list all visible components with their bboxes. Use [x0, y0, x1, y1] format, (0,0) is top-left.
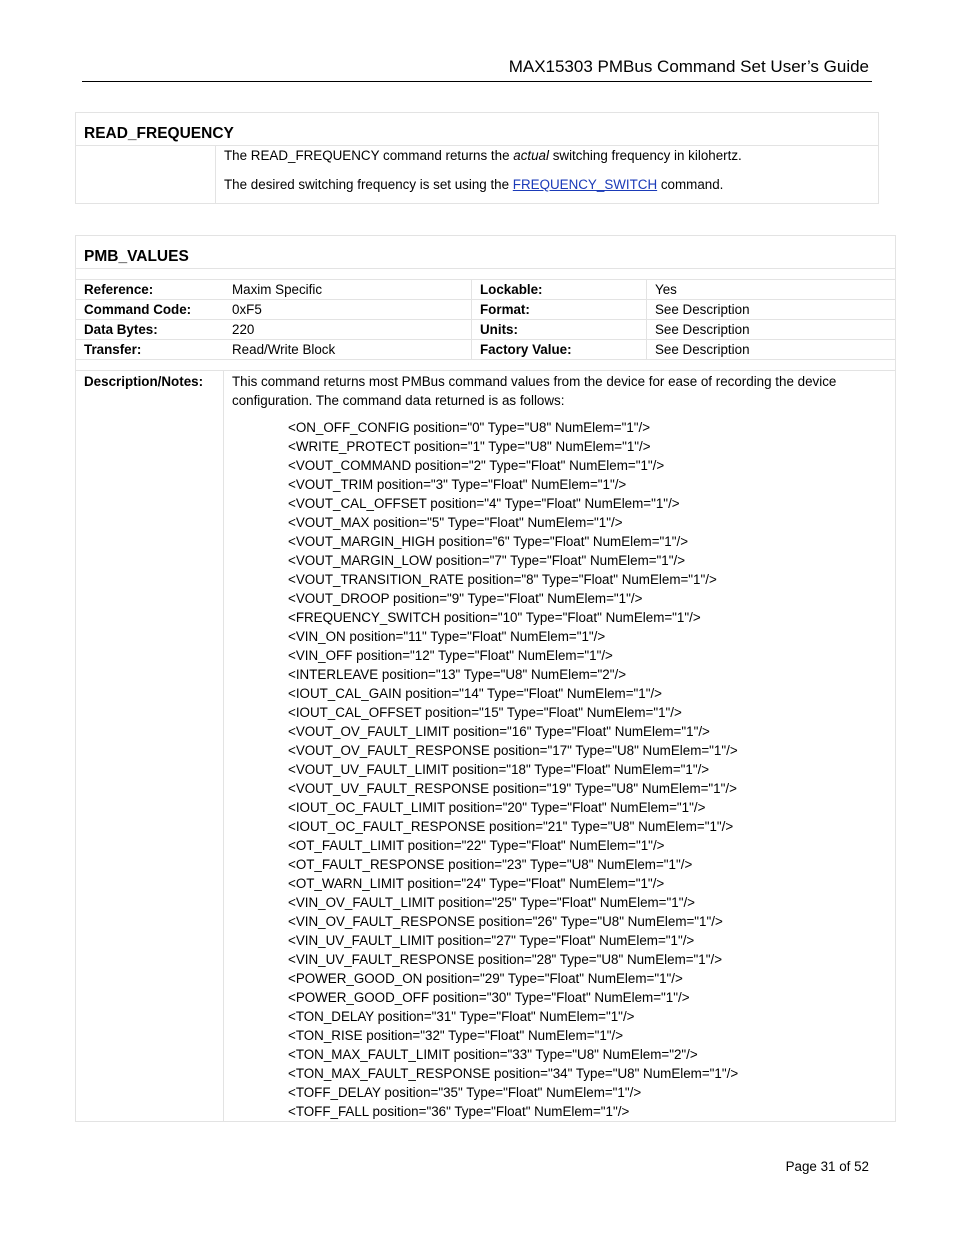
description-intro: This command returns most PMBus command values from the device for ease of recording the device configuration. The command data returned is as follows: [232, 374, 837, 408]
units-label: Units: [472, 320, 647, 340]
command-list [232, 418, 889, 1121]
list-item: <FREQUENCY_SWITCH position="10" Type="Float" NumElem="1"/> [288, 610, 701, 625]
list-item: <VIN_OFF position="12" Type="Float" NumElem="1"/> [288, 648, 613, 663]
reference-label: Reference: [76, 280, 224, 300]
read-frequency-label-cell [76, 146, 216, 204]
read-frequency-body [76, 146, 878, 204]
read-frequency-paragraph-1 [224, 147, 870, 165]
emphasis-actual: actual [513, 148, 549, 163]
list-item: <VOUT_TRANSITION_RATE position="8" Type="Float" NumElem="1"/> [288, 572, 717, 587]
list-item: <VOUT_TRIM position="3" Type="Float" NumElem="1"/> [288, 477, 627, 492]
list-item: <OT_WARN_LIMIT position="24" Type="Float" NumElem="1"/> [288, 876, 665, 891]
page-number: Page 31 of 52 [785, 1159, 869, 1174]
list-item: <WRITE_PROTECT position="1" Type="U8" NumElem="1"/> [288, 439, 651, 454]
lockable-value: Yes [647, 280, 896, 300]
list-item: <VIN_OV_FAULT_RESPONSE position="26" Type="U8" NumElem="1"/> [288, 914, 723, 929]
read-frequency-paragraph-2 [224, 176, 870, 194]
list-item: <VOUT_CAL_OFFSET position="4" Type="Float" NumElem="1"/> [288, 496, 680, 511]
section-spacer [76, 360, 895, 371]
document-header-title: MAX15303 PMBus Command Set User’s Guide [508, 57, 869, 76]
text-run: The desired switching frequency is set using the [224, 177, 513, 192]
table-row [76, 300, 895, 320]
command-code-value: 0xF5 [224, 300, 472, 320]
text-run: switching frequency in kilohertz. [548, 148, 742, 163]
list-item: <POWER_GOOD_OFF position="30" Type="Float" NumElem="1"/> [288, 990, 690, 1005]
reference-value: Maxim Specific [224, 280, 472, 300]
units-value: See Description [647, 320, 896, 340]
frequency-switch-link[interactable]: FREQUENCY_SWITCH [512, 177, 658, 192]
list-item: <VOUT_MARGIN_LOW position="7" Type="Float" NumElem="1"/> [288, 553, 686, 568]
factory-value-label: Factory Value: [472, 340, 647, 360]
list-item: <TOFF_FALL position="36" Type="Float" NumElem="1"/> [288, 1104, 630, 1119]
description-body [224, 371, 895, 1121]
list-item: <OT_FAULT_LIMIT position="22" Type="Float" NumElem="1"/> [288, 838, 665, 853]
format-label: Format: [472, 300, 647, 320]
table-row [76, 320, 895, 340]
list-item: <IOUT_OC_FAULT_RESPONSE position="21" Type="U8" NumElem="1"/> [288, 819, 734, 834]
list-item: <VOUT_DROOP position="9" Type="Float" NumElem="1"/> [288, 591, 643, 606]
list-item: <OT_FAULT_RESPONSE position="23" Type="U8" NumElem="1"/> [288, 857, 693, 872]
command-code-label: Command Code: [76, 300, 224, 320]
list-item: <VIN_UV_FAULT_RESPONSE position="28" Type="U8" NumElem="1"/> [288, 952, 723, 967]
text-run: The READ_FREQUENCY command returns the [224, 148, 514, 163]
list-item: <VIN_OV_FAULT_LIMIT position="25" Type="Float" NumElem="1"/> [288, 895, 696, 910]
list-item: <IOUT_OC_FAULT_LIMIT position="20" Type="Float" NumElem="1"/> [288, 800, 706, 815]
transfer-value: Read/Write Block [224, 340, 472, 360]
list-item: <VOUT_MARGIN_HIGH position="6" Type="Float" NumElem="1"/> [288, 534, 689, 549]
data-bytes-label: Data Bytes: [76, 320, 224, 340]
list-item: <VOUT_COMMAND position="2" Type="Float" NumElem="1"/> [288, 458, 665, 473]
text-run: command. [657, 177, 724, 192]
list-item: <VIN_ON position="11" Type="Float" NumElem="1"/> [288, 629, 606, 644]
table-row [76, 280, 895, 300]
list-item: <TON_MAX_FAULT_RESPONSE position="34" Type="U8" NumElem="1"/> [288, 1066, 739, 1081]
read-frequency-title: READ_FREQUENCY [76, 113, 878, 146]
format-value: See Description [647, 300, 896, 320]
list-item: <IOUT_CAL_OFFSET position="15" Type="Float" NumElem="1"/> [288, 705, 682, 720]
list-item: <VOUT_OV_FAULT_LIMIT position="16" Type="Float" NumElem="1"/> [288, 724, 710, 739]
list-item: <TON_MAX_FAULT_LIMIT position="33" Type="U8" NumElem="2"/> [288, 1047, 698, 1062]
transfer-label: Transfer: [76, 340, 224, 360]
list-item: <TOFF_DELAY position="35" Type="Float" NumElem="1"/> [288, 1085, 642, 1100]
list-item: <VOUT_OV_FAULT_RESPONSE position="17" Type="U8" NumElem="1"/> [288, 743, 738, 758]
list-item: <POWER_GOOD_ON position="29" Type="Float" NumElem="1"/> [288, 971, 683, 986]
header-rule [82, 81, 872, 82]
pmb-values-section [75, 235, 896, 1122]
list-item: <VIN_UV_FAULT_LIMIT position="27" Type="Float" NumElem="1"/> [288, 933, 695, 948]
list-item: <VOUT_UV_FAULT_RESPONSE position="19" Type="U8" NumElem="1"/> [288, 781, 737, 796]
table-row [76, 340, 895, 360]
read-frequency-text-cell [216, 146, 878, 204]
list-item: <INTERLEAVE position="13" Type="U8" NumElem="2"/> [288, 667, 627, 682]
pmb-values-title: PMB_VALUES [76, 236, 895, 269]
read-frequency-section [75, 112, 879, 204]
list-item: <TON_RISE position="32" Type="Float" NumElem="1"/> [288, 1028, 624, 1043]
factory-value-value: See Description [647, 340, 896, 360]
list-item: <ON_OFF_CONFIG position="0" Type="U8" NumElem="1"/> [288, 420, 651, 435]
list-item: <VOUT_MAX position="5" Type="Float" NumElem="1"/> [288, 515, 623, 530]
list-item: <TON_DELAY position="31" Type="Float" NumElem="1"/> [288, 1009, 635, 1024]
data-bytes-value: 220 [224, 320, 472, 340]
lockable-label: Lockable: [472, 280, 647, 300]
list-item: <IOUT_CAL_GAIN position="14" Type="Float" NumElem="1"/> [288, 686, 663, 701]
section-spacer [76, 269, 895, 280]
list-item: <VOUT_UV_FAULT_LIMIT position="18" Type="Float" NumElem="1"/> [288, 762, 710, 777]
description-label: Description/Notes: [76, 371, 224, 1121]
description-row [76, 371, 895, 1121]
properties-table [76, 280, 895, 360]
